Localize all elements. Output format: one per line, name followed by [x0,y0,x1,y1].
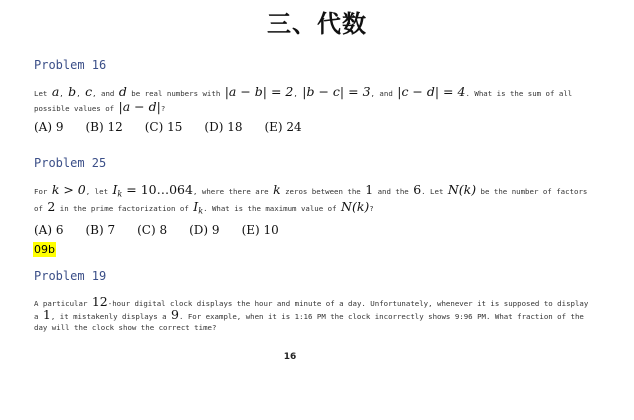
math: |a − d| [118,99,161,114]
text: . What is the sum of all possible values of [34,89,573,113]
math: N(k) [447,182,477,197]
text: . For example, when it is 1:16 PM the clock incorrectly shows 9:96 PM. What fraction of the day will the clock show the correct time? [34,312,584,332]
page-number: 16 [283,352,297,362]
math: 9 [171,307,179,322]
text: be real numbers with [126,89,225,98]
math: c [85,84,93,99]
answer-choices [34,120,594,134]
math: b [68,84,77,99]
text: ? [160,104,166,113]
text: zeros between the [280,187,366,196]
choice-c: (C) 8 [137,222,168,237]
text: -hour digital clock displays the hour and minute of a day. Unfortunately, whenever it is supposed to display a [34,299,589,321]
choice-d: (D) 18 [204,120,243,134]
text: , where there are [192,187,274,196]
answer-choices [34,223,594,237]
text: be the number of factors of [34,187,588,214]
choice-d: (D) 9 [189,222,220,237]
math: I [112,182,118,197]
math: 1 [42,307,51,322]
text: . What is the maximum value of [203,204,341,214]
math: = 10…064 [122,182,193,197]
math: 1 [365,182,374,197]
text: , let [85,187,113,196]
math: k > 0 [51,182,86,197]
text: A particular [34,299,92,308]
text: Let [34,89,52,98]
choice-a: (A) 6 [34,222,64,237]
problem-heading: Problem 19 [34,269,107,283]
math: d [118,84,127,99]
text: . Let [421,187,448,196]
problem-heading: Problem 16 [34,58,107,72]
math: |c − d| = 4 [397,84,466,99]
choice-c: (C) 15 [144,120,183,134]
math: a [51,84,60,99]
math: I [193,199,199,215]
text: in the prime factorization of [55,204,194,214]
math: |b − c| = 3 [302,84,371,99]
text: , [59,89,69,98]
text: , [293,89,303,98]
text: ? [369,204,374,214]
problem-19 [34,269,594,333]
choice-e: (E) 10 [241,222,279,237]
text: , [76,89,86,98]
math-subscript: k [117,189,123,199]
problem-statement [34,183,594,218]
problem-heading: Problem 25 [34,156,107,170]
math: 2 [47,199,56,215]
math: |a − b| = 2 [224,84,294,99]
math: 12 [91,294,108,309]
section-tag: 09b [34,243,55,256]
page-title: 三、代数 [267,10,367,38]
math: k [273,182,281,197]
problem-16 [34,58,594,134]
text: , and [370,89,398,98]
choice-e: (E) 24 [264,120,302,134]
text: , it mistakenly displays a [50,312,171,321]
problem-25 [34,156,594,237]
choice-a: (A) 9 [34,120,64,134]
text: For [34,187,52,196]
choice-b: (B) 7 [85,222,116,237]
text: and the [373,187,414,196]
math: N(k) [341,199,370,215]
problem-statement [34,85,594,115]
math: 6 [413,182,422,197]
math-subscript: k [198,206,204,216]
text: , and [92,89,119,98]
problem-statement [34,296,594,333]
choice-b: (B) 12 [85,120,123,134]
